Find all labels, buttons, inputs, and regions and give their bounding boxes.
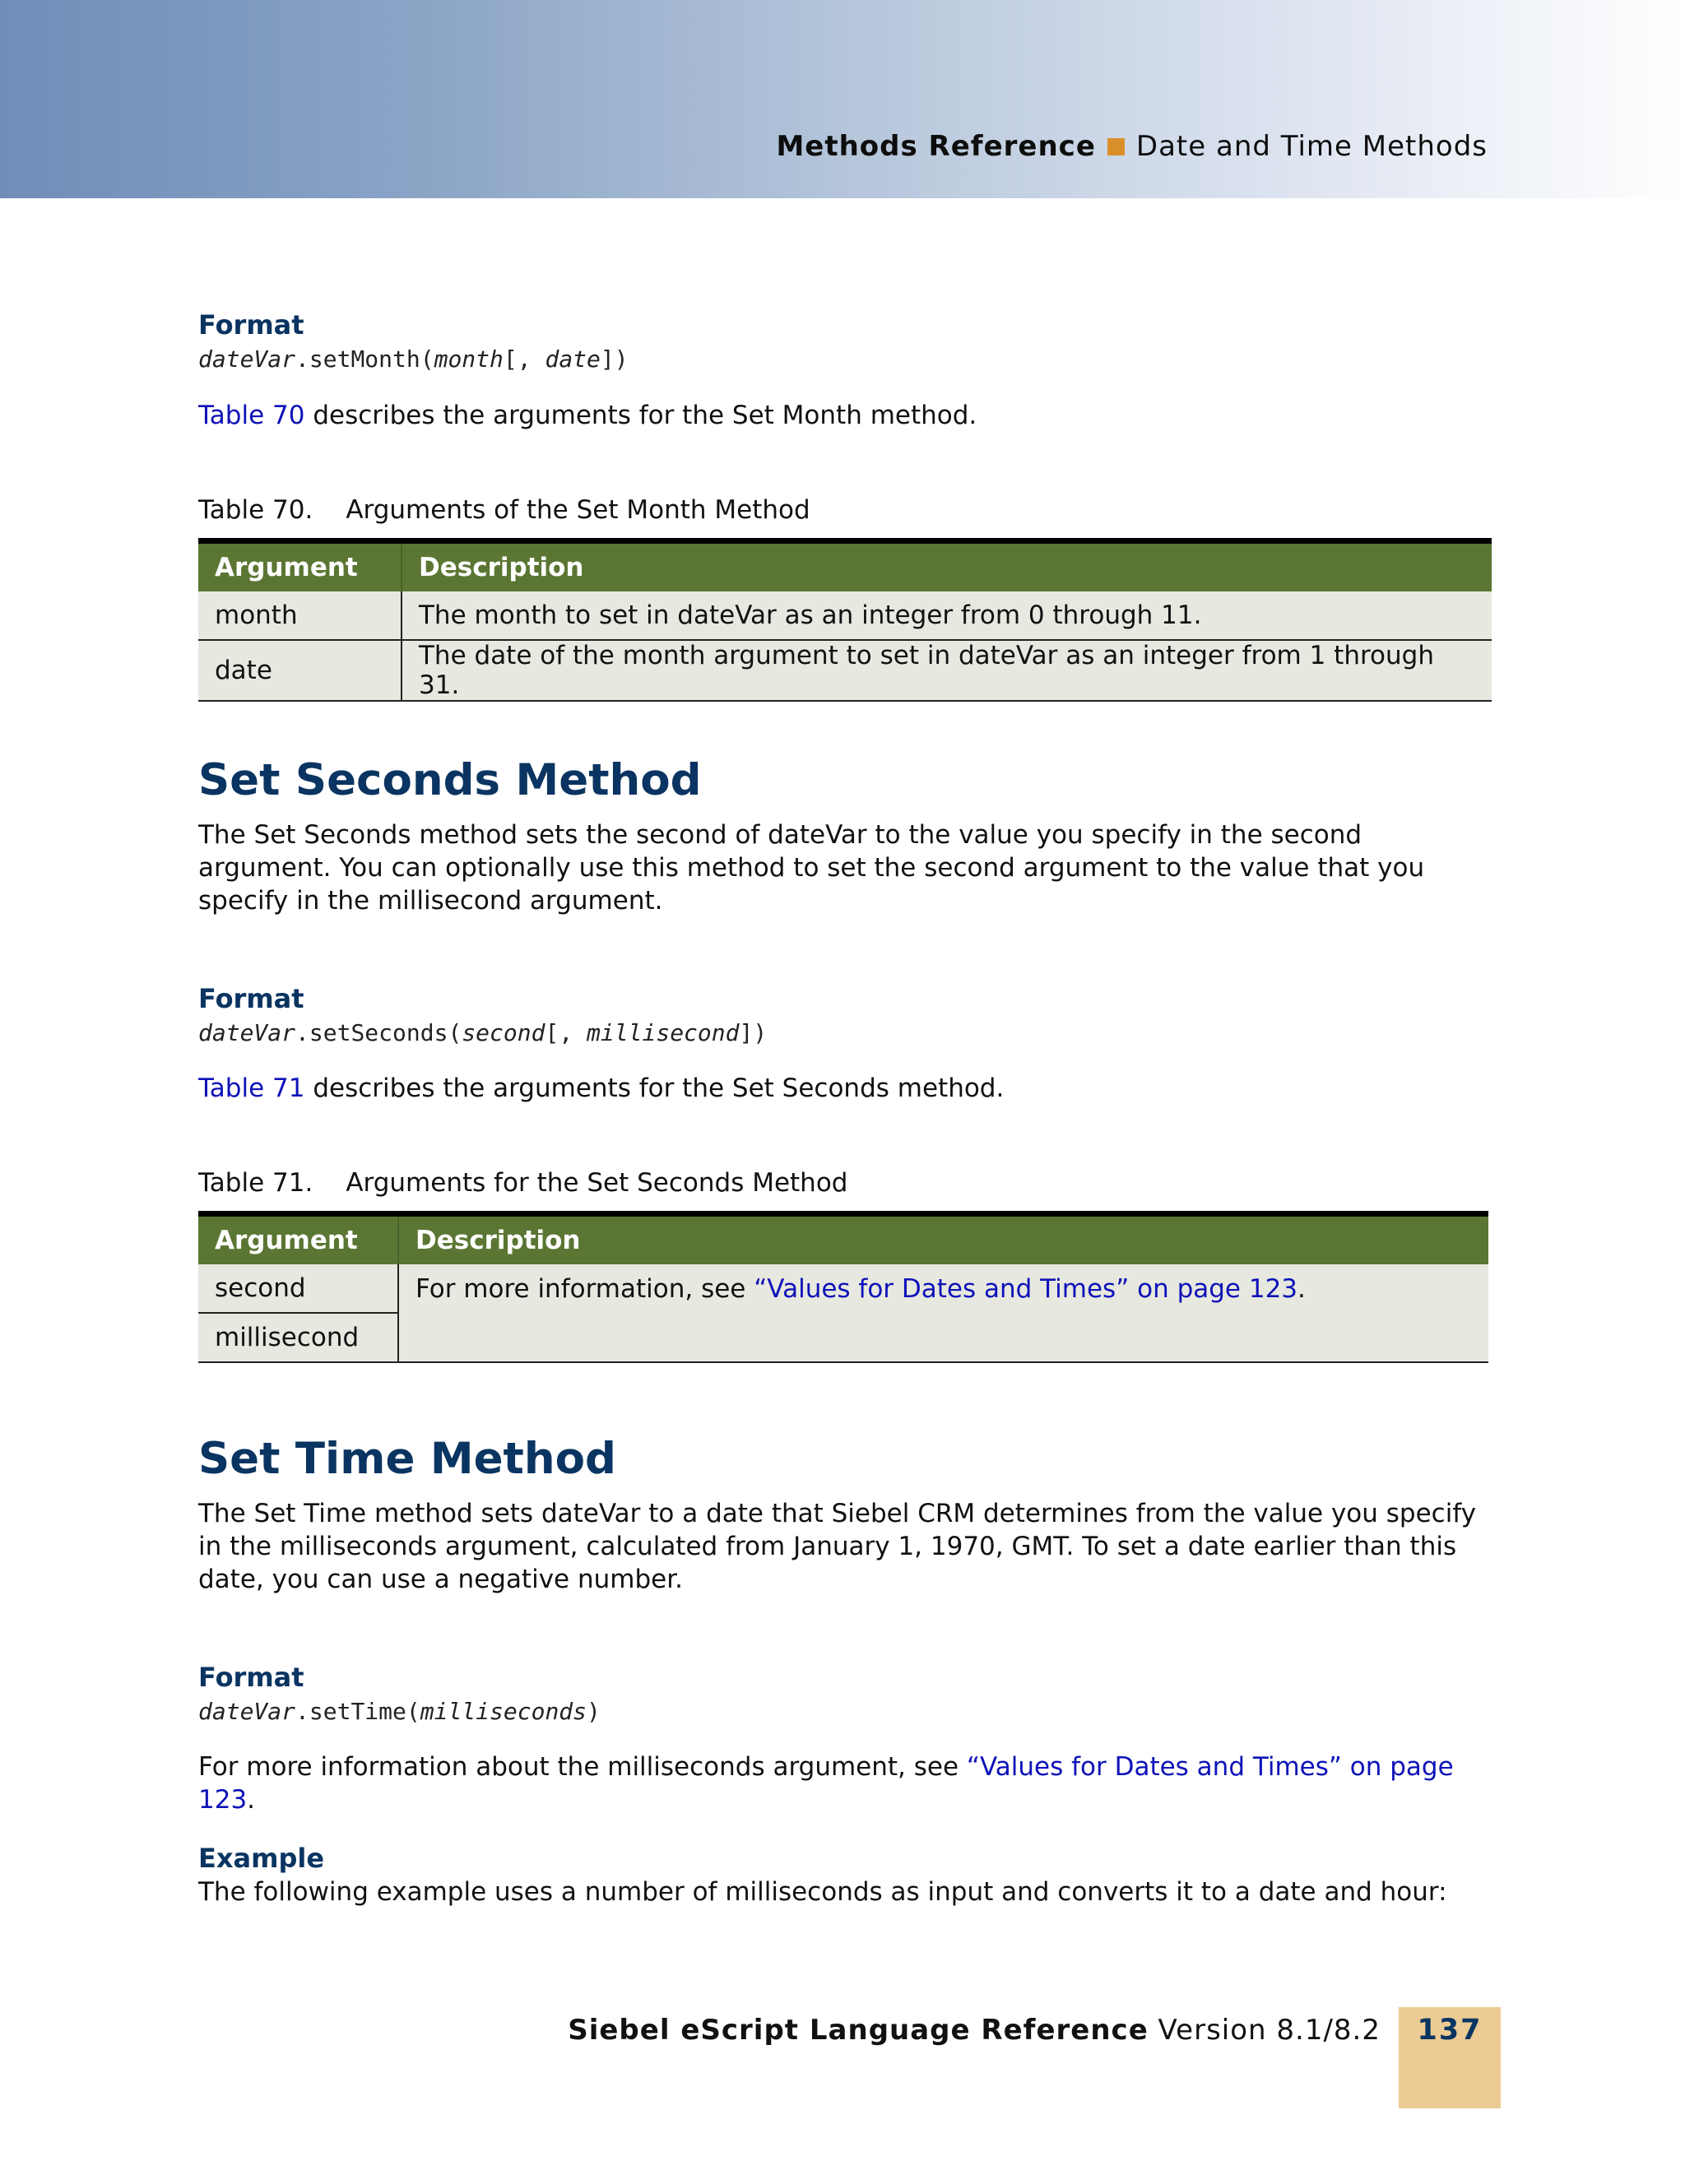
table-70-link[interactable]: Table 70	[198, 401, 305, 430]
section-title: Set Time Method	[198, 1434, 616, 1484]
set-time-example-block	[198, 1843, 1490, 1908]
table-71	[198, 1211, 1488, 1363]
column-header-description: Description	[402, 541, 1492, 592]
section-title: Set Seconds Method	[198, 755, 702, 805]
table-row	[198, 591, 1492, 640]
values-dates-times-link[interactable]: “Values for Dates and Times” on page 123	[198, 1752, 1454, 1815]
format-code: dateVar.setMonth(month[, date])	[198, 345, 629, 373]
set-seconds-format-block	[198, 983, 1490, 1046]
book-version: Version 8.1/8.2	[1148, 2014, 1381, 2047]
page-number-box	[1399, 2007, 1501, 2108]
square-bullet-icon	[1107, 138, 1125, 155]
page-footer	[568, 2014, 1381, 2047]
format-heading: Format	[198, 309, 304, 341]
table-header-row	[198, 1214, 1488, 1265]
header-subsection: Date and Time Methods	[1135, 130, 1488, 163]
set-seconds-section	[198, 755, 1490, 917]
column-header-argument: Argument	[198, 1214, 398, 1265]
set-time-section	[198, 1434, 1490, 1596]
example-heading: Example	[198, 1843, 325, 1874]
page-number: 137	[1417, 2014, 1483, 2047]
table-70	[198, 538, 1492, 702]
header-section: Methods Reference	[776, 130, 1096, 163]
table-71-caption: Table 71. Arguments for the Set Seconds Method	[198, 1168, 848, 1198]
running-header	[776, 130, 1488, 163]
argument-cell: second	[198, 1264, 398, 1313]
argument-cell: millisecond	[198, 1313, 398, 1362]
table-71-link[interactable]: Table 71	[198, 1073, 305, 1103]
column-header-argument: Argument	[198, 541, 402, 592]
format-heading: Format	[198, 1662, 304, 1693]
description-cell: The date of the month argument to set in dateVar as an integer from 1 through 31.	[402, 640, 1492, 701]
section-description: The Set Seconds method sets the second of dateVar to the value you specify in the second argument. You can optionally use this method to set the second argument to the value that you specify in the millisecond argument.	[198, 820, 1425, 916]
table-row	[198, 640, 1492, 701]
set-month-format-block	[198, 309, 1490, 373]
column-header-description: Description	[398, 1214, 1488, 1265]
table-70-caption: Table 70. Arguments of the Set Month Method	[198, 495, 810, 525]
values-dates-times-link[interactable]: “Values for Dates and Times” on page 123	[754, 1274, 1298, 1304]
description-cell: The month to set in dateVar as an integer from 0 through 11.	[402, 591, 1492, 640]
argument-cell: date	[198, 640, 402, 701]
argument-cell: month	[198, 591, 402, 640]
example-text: The following example uses a number of milliseconds as input and converts it to a date and hour:	[198, 1877, 1447, 1907]
format-code: dateVar.setTime(milliseconds)	[198, 1698, 601, 1725]
set-time-format-block	[198, 1662, 1490, 1725]
table-row	[198, 1264, 1488, 1313]
description-cell: For more information, see “Values for Dates and Times” on page 123.	[398, 1264, 1488, 1362]
section-description: The Set Time method sets dateVar to a date that Siebel CRM determines from the value you specify in the milliseconds argument, calculated from January 1, 1970, GMT. To set a date earlier than this date, you can use a negative number.	[198, 1499, 1477, 1594]
format-heading: Format	[198, 983, 304, 1014]
set-time-more-info: For more information about the milliseconds argument, see “Values for Dates and Times” on page 123.	[198, 1752, 1454, 1815]
book-title: Siebel eScript Language Reference	[568, 2014, 1149, 2047]
table-70-reference: Table 70 describes the arguments for the Set Month method.	[198, 401, 977, 430]
table-header-row	[198, 541, 1492, 592]
header-banner	[0, 0, 1685, 198]
format-code: dateVar.setSeconds(second[, millisecond])	[198, 1019, 768, 1046]
table-71-reference: Table 71 describes the arguments for the Set Seconds method.	[198, 1073, 1005, 1103]
